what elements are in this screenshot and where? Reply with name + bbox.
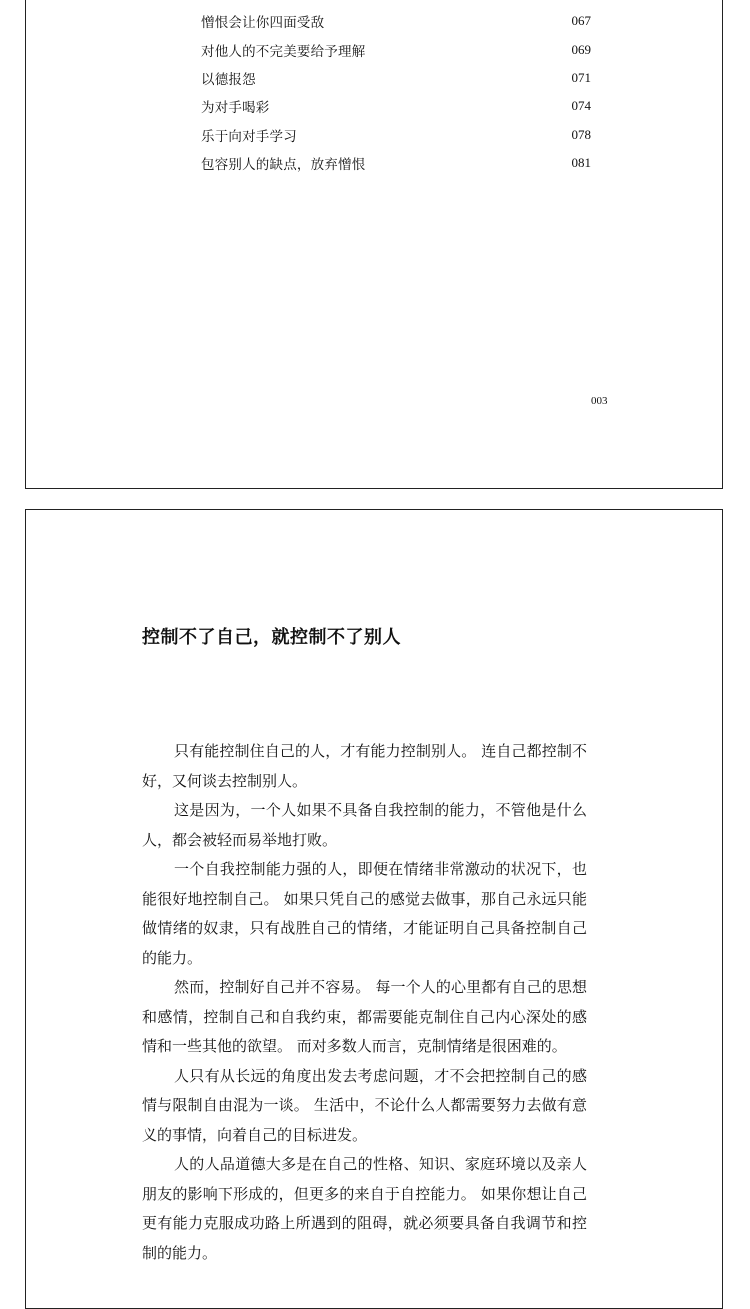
paragraph: 只有能控制住自己的人，才有能力控制别人。 连自己都控制不好，又何谈去控制别人。 bbox=[142, 742, 587, 790]
toc-entry[interactable] bbox=[201, 149, 591, 177]
toc-page bbox=[25, 0, 723, 489]
toc-entry-title: 以德报怨 bbox=[201, 71, 256, 88]
page-number: 003 bbox=[591, 395, 608, 407]
paragraph: 然而，控制好自己并不容易。 每一个人的心里都有自己的思想和感情，控制自己和自我约束，都需要能克制住自己内心深处的感情和一些其他的欲望。 而对多数人而言，克制情绪是很困难的。 bbox=[142, 978, 587, 1055]
paragraph: 一个自我控制能力强的人，即便在情绪非常激动的状况下，也能很好地控制自己。 如果只凭自己的感觉去做事，那自己永远只能做情绪的奴隶，只有战胜自己的情绪，才能证明自己具备控制自己的能力。 bbox=[142, 860, 587, 967]
paragraph: 这是因为，一个人如果不具备自我控制的能力，不管他是什么人，都会被轻而易举地打败。 bbox=[142, 801, 587, 849]
toc-list bbox=[201, 7, 591, 177]
chapter-title: 控制不了自己，就控制不了别人 bbox=[142, 627, 401, 648]
toc-entry[interactable] bbox=[201, 64, 591, 92]
paragraph: 人的人品道德大多是在自己的性格、知识、家庭环境以及亲人朋友的影响下形成的，但更多的来自于自控能力。 如果你想让自己更有能力克服成功路上所遇到的阻碍，就必须要具备自我调节和控制的能力。 bbox=[142, 1155, 587, 1262]
chapter-body bbox=[142, 737, 587, 1268]
toc-entry-page: 074 bbox=[571, 98, 591, 114]
paragraph: 人只有从长远的角度出发去考虑问题，才不会把控制自己的感情与限制自由混为一谈。 生活中，不论什么人都需要努力去做有意义的事情，向着自己的目标进发。 bbox=[142, 1066, 587, 1144]
toc-entry[interactable] bbox=[201, 92, 591, 120]
toc-entry[interactable] bbox=[201, 121, 591, 149]
chapter-page bbox=[25, 509, 723, 1309]
toc-entry-page: 078 bbox=[571, 126, 591, 142]
toc-entry-page: 071 bbox=[571, 69, 591, 85]
toc-entry-title: 为对手喝彩 bbox=[201, 100, 270, 117]
toc-entry[interactable] bbox=[201, 35, 591, 63]
toc-entry-page: 081 bbox=[571, 155, 591, 171]
toc-entry-title: 包容别人的缺点，放弃憎恨 bbox=[201, 157, 366, 174]
toc-entry-title: 乐于向对手学习 bbox=[201, 128, 297, 145]
toc-entry-page: 069 bbox=[571, 41, 591, 57]
toc-entry[interactable] bbox=[201, 7, 591, 35]
toc-entry-page: 067 bbox=[571, 13, 591, 29]
toc-entry-title: 对他人的不完美要给予理解 bbox=[201, 43, 366, 60]
toc-entry-title: 憎恨会让你四面受敌 bbox=[201, 15, 325, 32]
